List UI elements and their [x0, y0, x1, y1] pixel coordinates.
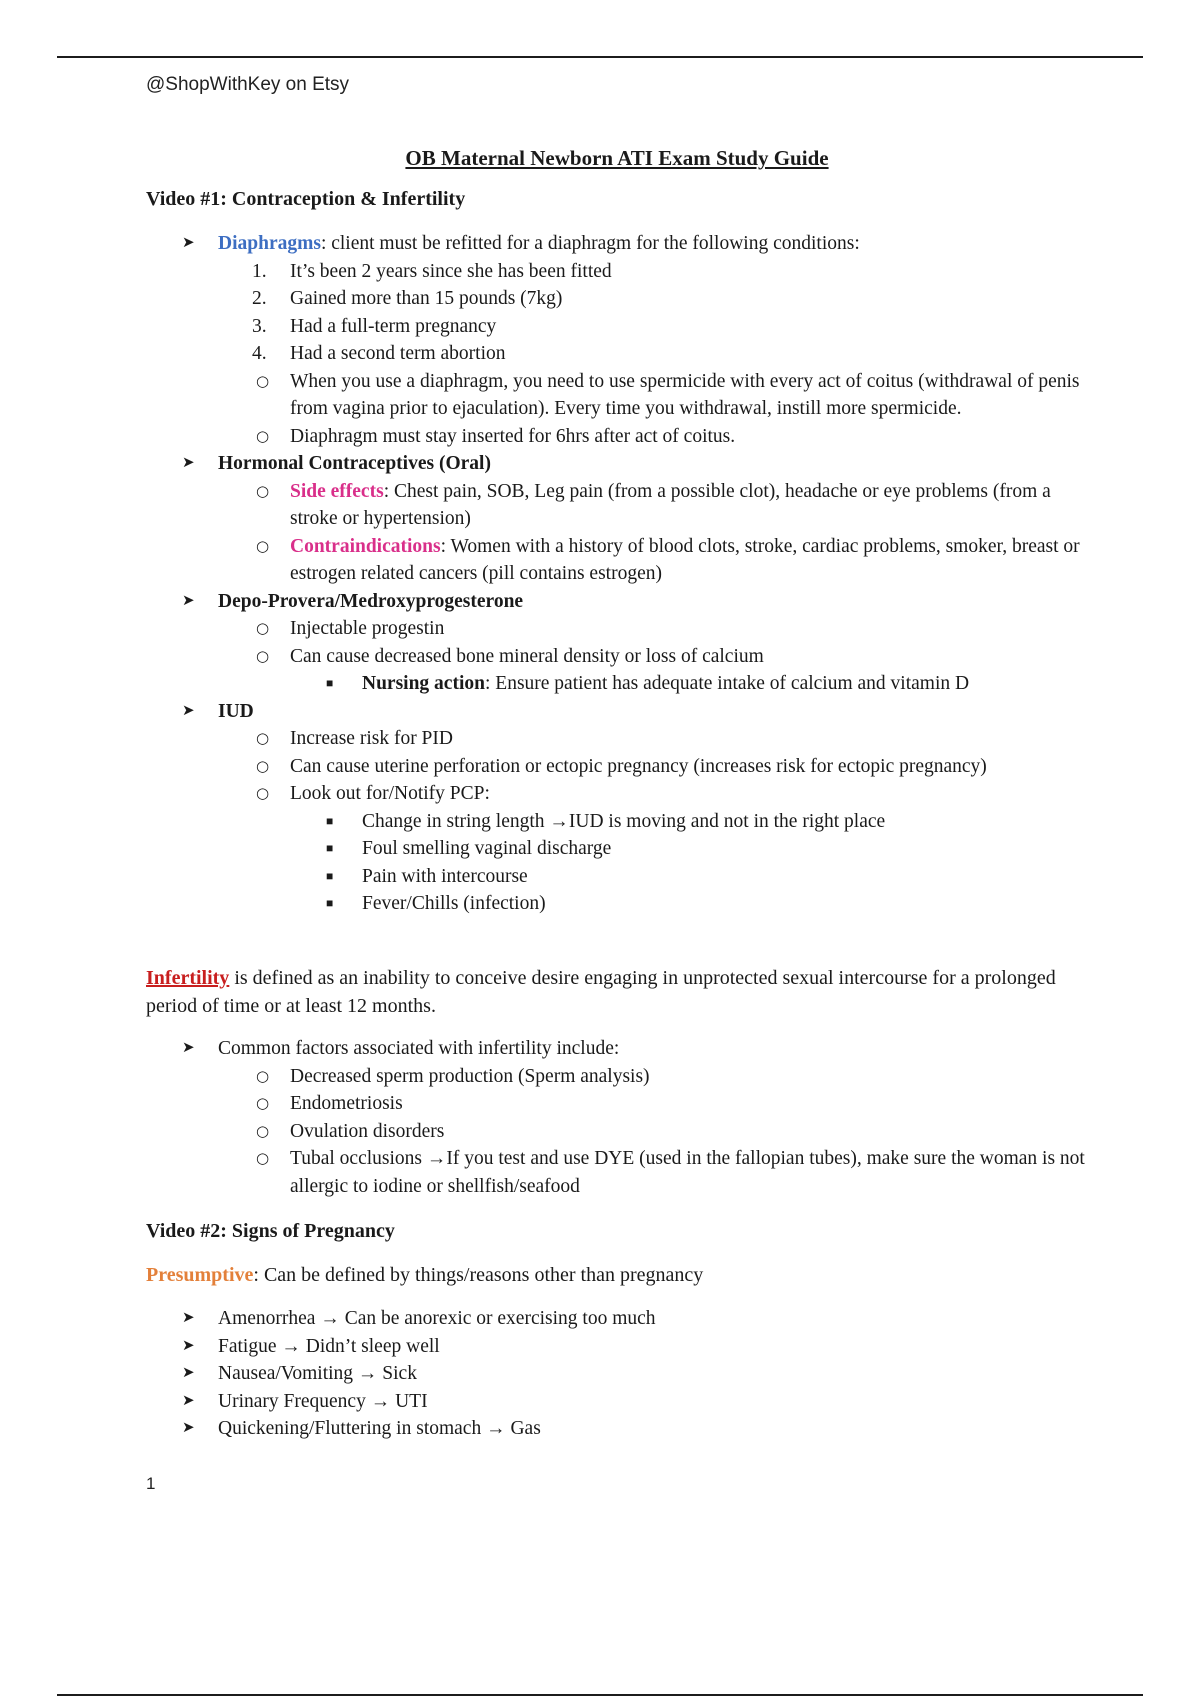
infertility-paragraph: [146, 964, 1092, 1020]
arrow-bullet-icon: ➤: [182, 702, 195, 719]
iud-subitem-text: Increase risk for PID: [290, 728, 453, 749]
contraindications-term: Contraindications: [290, 535, 441, 557]
iud-subitem: [146, 780, 1092, 808]
item-number: 3.: [252, 315, 267, 337]
page-number: 1: [146, 1474, 156, 1493]
note-text: Diaphragm must stay inserted for 6hrs after act of coitus.: [290, 425, 736, 447]
iud-watch-text: Pain with intercourse: [362, 865, 528, 887]
iud-subitem: [146, 725, 1092, 753]
depo-item: [146, 588, 1092, 616]
iud-watch-item: [146, 835, 1092, 863]
factor-item: [146, 1090, 1092, 1118]
sign-item: [146, 1333, 1092, 1361]
sign-text: Urinary Frequency → UTI: [218, 1390, 428, 1412]
presumptive-signs-list: [146, 1305, 1092, 1443]
factor-item: [146, 1145, 1092, 1200]
contraindications-item: [146, 533, 1092, 588]
circle-bullet-icon: ○: [256, 536, 270, 555]
sign-text: Fatigue → Didn’t sleep well: [218, 1335, 440, 1357]
item-number: 1.: [252, 260, 267, 282]
condition-item: [146, 340, 1092, 368]
factor-text: Decreased sperm production (Sperm analysis): [290, 1065, 650, 1087]
arrow-bullet-icon: ➤: [182, 1337, 195, 1354]
sign-item: [146, 1388, 1092, 1416]
circle-bullet-icon: ○: [256, 646, 270, 665]
iud-watch-text: Foul smelling vaginal discharge: [362, 838, 612, 859]
square-bullet-icon: ■: [326, 813, 334, 828]
circle-bullet-icon: ○: [256, 729, 270, 747]
side-effects-term: Side effects: [290, 480, 384, 502]
arrow-bullet-icon: ➤: [182, 592, 195, 609]
depo-heading: Depo-Provera/Medroxyprogesterone: [218, 590, 524, 612]
page-header: @ShopWithKey on Etsy: [146, 74, 350, 95]
factor-text: Tubal occlusions →If you test and use DYE (used in the fallopian tubes), make sure the woman is not allergic to iodine or shellfish/seafood: [290, 1148, 1085, 1197]
presumptive-text: : Can be defined by things/reasons other than pregnancy: [253, 1264, 704, 1286]
iud-heading: IUD: [218, 700, 254, 722]
circle-bullet-icon: ○: [256, 1121, 270, 1140]
arrow-bullet-icon: ➤: [182, 455, 195, 471]
circle-bullet-icon: ○: [256, 1066, 270, 1085]
infertility-text: is defined as an inability to conceive desire engaging in unprotected sexual intercourse for a prolonged period of time or at least 12 months.: [146, 967, 1056, 1017]
sign-item: [146, 1305, 1092, 1333]
diaphragms-term: Diaphragms: [218, 233, 321, 254]
arrow-bullet-icon: ➤: [182, 1365, 195, 1381]
sign-item: [146, 1360, 1092, 1388]
item-number: 2.: [252, 288, 267, 309]
iud-watch-item: [146, 890, 1092, 918]
nursing-action-text: : Ensure patient has adequate intake of calcium and vitamin D: [484, 673, 970, 694]
video1-heading: Video #1: Contraception & Infertility: [146, 188, 466, 210]
circle-bullet-icon: ○: [256, 481, 270, 500]
contraception-list: [146, 230, 1092, 918]
diaphragms-text: : client must be refitted for a diaphragm for the following conditions:: [320, 233, 860, 254]
iud-watch-item: [146, 808, 1092, 836]
sign-text: Amenorrhea → Can be anorexic or exercising too much: [218, 1308, 656, 1329]
square-bullet-icon: ■: [326, 676, 334, 690]
nursing-action-item: [146, 670, 1092, 698]
bottom-rule: [57, 1694, 1143, 1696]
depo-subitem: [146, 643, 1092, 671]
note-text: When you use a diaphragm, you need to use spermicide with every act of coitus (withdrawal of penis from vagina prior to ejaculation). Every time you withdrawal, instill more spermicide.: [290, 370, 1080, 419]
circle-bullet-icon: ○: [256, 756, 270, 775]
depo-subitem-text: Injectable progestin: [290, 618, 445, 639]
top-rule: [57, 56, 1143, 58]
factors-heading: Common factors associated with infertility include:: [218, 1038, 620, 1059]
condition-item: [146, 258, 1092, 286]
factors-heading-item: [146, 1035, 1092, 1063]
circle-bullet-icon: ○: [256, 784, 270, 802]
diaphragms-item: [146, 230, 1092, 258]
arrow-bullet-icon: ➤: [182, 1420, 195, 1436]
presumptive-term: Presumptive: [146, 1264, 254, 1286]
circle-bullet-icon: ○: [256, 1094, 270, 1112]
depo-subitem-text: Can cause decreased bone mineral density or loss of calcium: [290, 645, 764, 667]
hormonal-item: [146, 450, 1092, 478]
condition-text: Had a second term abortion: [290, 343, 506, 364]
factor-item: [146, 1118, 1092, 1146]
condition-text: Had a full-term pregnancy: [290, 315, 497, 337]
arrow-bullet-icon: ➤: [182, 1040, 195, 1056]
infertility-term: Infertility: [146, 967, 230, 989]
depo-subitem: [146, 615, 1092, 643]
sign-text: Quickening/Fluttering in stomach → Gas: [218, 1418, 541, 1439]
iud-item: [146, 698, 1092, 726]
arrow-bullet-icon: ➤: [182, 1392, 195, 1409]
nursing-action-term: Nursing action: [362, 673, 485, 694]
factor-text: Ovulation disorders: [290, 1120, 445, 1142]
note-item: [146, 368, 1092, 423]
circle-bullet-icon: ○: [256, 371, 270, 390]
page-title: OB Maternal Newborn ATI Exam Study Guide: [405, 146, 829, 170]
contraindications-text: : Women with a history of blood clots, stroke, cardiac problems, smoker, breast or estrogen related cancers (pill contains estrogen): [290, 535, 1080, 584]
presumptive-paragraph: [146, 1261, 1092, 1289]
infertility-factors-list: [146, 1035, 1092, 1200]
note-item: [146, 423, 1092, 451]
iud-watch-text: Fever/Chills (infection): [362, 893, 546, 914]
sign-text: Nausea/Vomiting → Sick: [218, 1363, 417, 1384]
circle-bullet-icon: ○: [256, 1149, 270, 1167]
side-effects-item: [146, 478, 1092, 533]
condition-text: It’s been 2 years since she has been fitted: [290, 260, 612, 282]
arrow-bullet-icon: ➤: [182, 1310, 195, 1326]
factor-item: [146, 1063, 1092, 1091]
arrow-bullet-icon: ➤: [182, 235, 195, 251]
video2-heading: Video #2: Signs of Pregnancy: [146, 1220, 395, 1242]
square-bullet-icon: ■: [326, 868, 334, 883]
condition-item: [146, 285, 1092, 313]
iud-subitem-text: Look out for/Notify PCP:: [290, 783, 490, 804]
iud-subitem: [146, 753, 1092, 781]
circle-bullet-icon: ○: [256, 619, 270, 637]
condition-text: Gained more than 15 pounds (7kg): [290, 288, 563, 309]
item-number: 4.: [252, 343, 267, 364]
hormonal-heading: Hormonal Contraceptives (Oral): [218, 453, 491, 474]
circle-bullet-icon: ○: [256, 426, 270, 445]
condition-item: [146, 313, 1092, 341]
iud-watch-item: [146, 863, 1092, 891]
iud-subitem-text: Can cause uterine perforation or ectopic pregnancy (increases risk for ectopic pregnancy): [290, 755, 987, 777]
sign-item: [146, 1415, 1092, 1443]
factor-text: Endometriosis: [290, 1093, 403, 1114]
side-effects-text: : Chest pain, SOB, Leg pain (from a possible clot), headache or eye problems (from a stroke or hypertension): [290, 480, 1051, 529]
iud-watch-text: Change in string length →IUD is moving and not in the right place: [362, 810, 886, 832]
square-bullet-icon: ■: [326, 896, 334, 910]
square-bullet-icon: ■: [326, 841, 334, 855]
